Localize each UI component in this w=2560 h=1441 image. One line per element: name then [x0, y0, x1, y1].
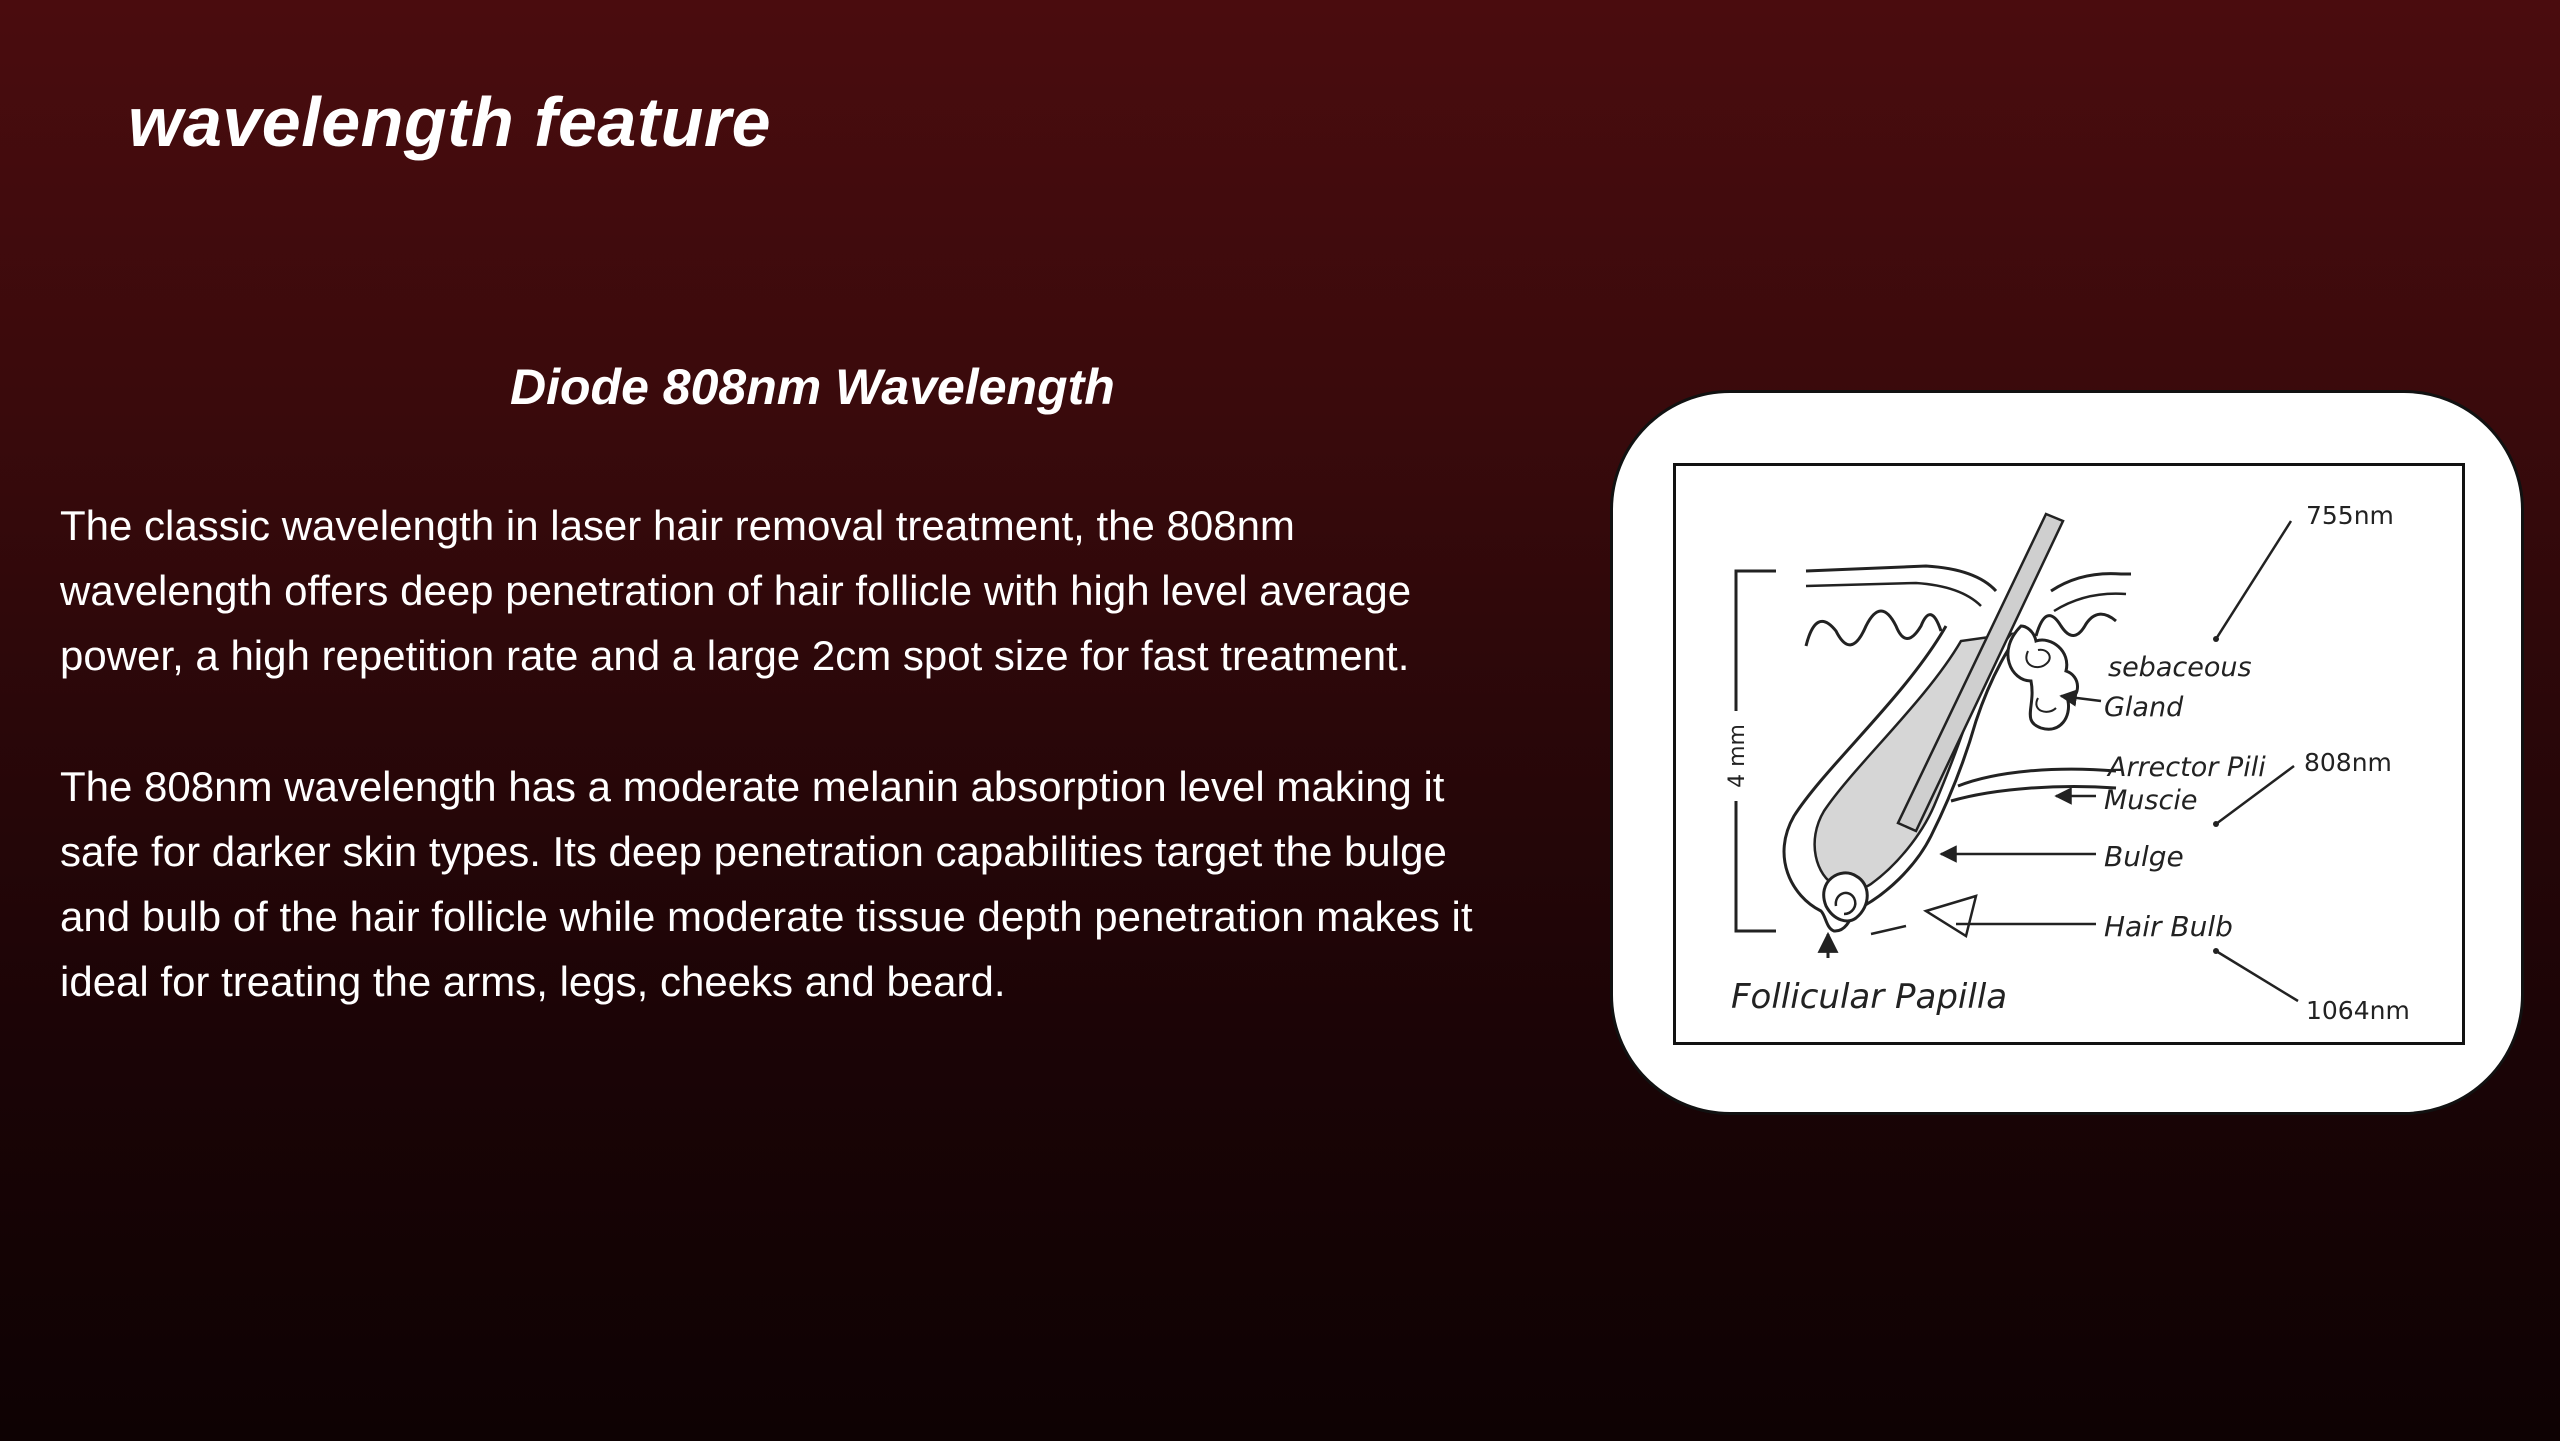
ray-755	[2216, 521, 2291, 639]
paragraph-line: safe for darker skin types. Its deep penetration capabilities target the bulge	[60, 828, 1447, 875]
hair-follicle-illustration	[1676, 466, 2462, 1042]
wavelength-755: 755nm	[2306, 501, 2394, 530]
paragraph-line: wavelength offers deep penetration of hair follicle with high level average	[60, 567, 1412, 614]
intro-paragraph	[60, 493, 1620, 688]
label-hair-bulb: Hair Bulb	[2104, 910, 2233, 943]
detail-paragraph	[60, 754, 1620, 1014]
arrector-pili-muscle	[1958, 769, 2116, 786]
section-heading: Diode 808nm Wavelength	[510, 359, 1115, 415]
ray-1064	[2216, 951, 2298, 1001]
label-sebaceous: sebaceous	[2108, 652, 2252, 683]
paragraph-line: ideal for treating the arms, legs, cheeks and beard.	[60, 958, 1006, 1005]
paragraph-line: power, a high repetition rate and a large 2cm spot size for fast treatment.	[60, 632, 1410, 679]
slide-title: wavelength feature	[128, 83, 772, 161]
label-muscle: Muscie	[2104, 785, 2198, 816]
paragraph-line: The classic wavelength in laser hair removal treatment, the 808nm	[60, 502, 1295, 549]
dermal-papillae-left	[1806, 611, 1941, 646]
label-gland: Gland	[2104, 692, 2184, 723]
sebaceous-gland	[2008, 626, 2078, 729]
dermal-papillae-right	[2036, 614, 2116, 636]
label-follicular-papilla: Follicular Papilla	[1731, 977, 2008, 1017]
hair-follicle-diagram	[1673, 463, 2465, 1045]
skin-surface	[1806, 566, 1996, 591]
wavelength-1064: 1064nm	[2306, 996, 2410, 1025]
paragraph-line: and bulb of the hair follicle while moderate tissue depth penetration makes it	[60, 893, 1473, 940]
wavelength-808: 808nm	[2304, 748, 2392, 777]
paragraph-line: The 808nm wavelength has a moderate melanin absorption level making it	[60, 763, 1445, 810]
label-arrector-pili: Arrector Pili	[2108, 752, 2266, 783]
hair-follicle-diagram-card	[1610, 390, 2524, 1115]
label-bulge: Bulge	[2104, 840, 2184, 873]
depth-label: 4 mm	[1725, 724, 1750, 788]
